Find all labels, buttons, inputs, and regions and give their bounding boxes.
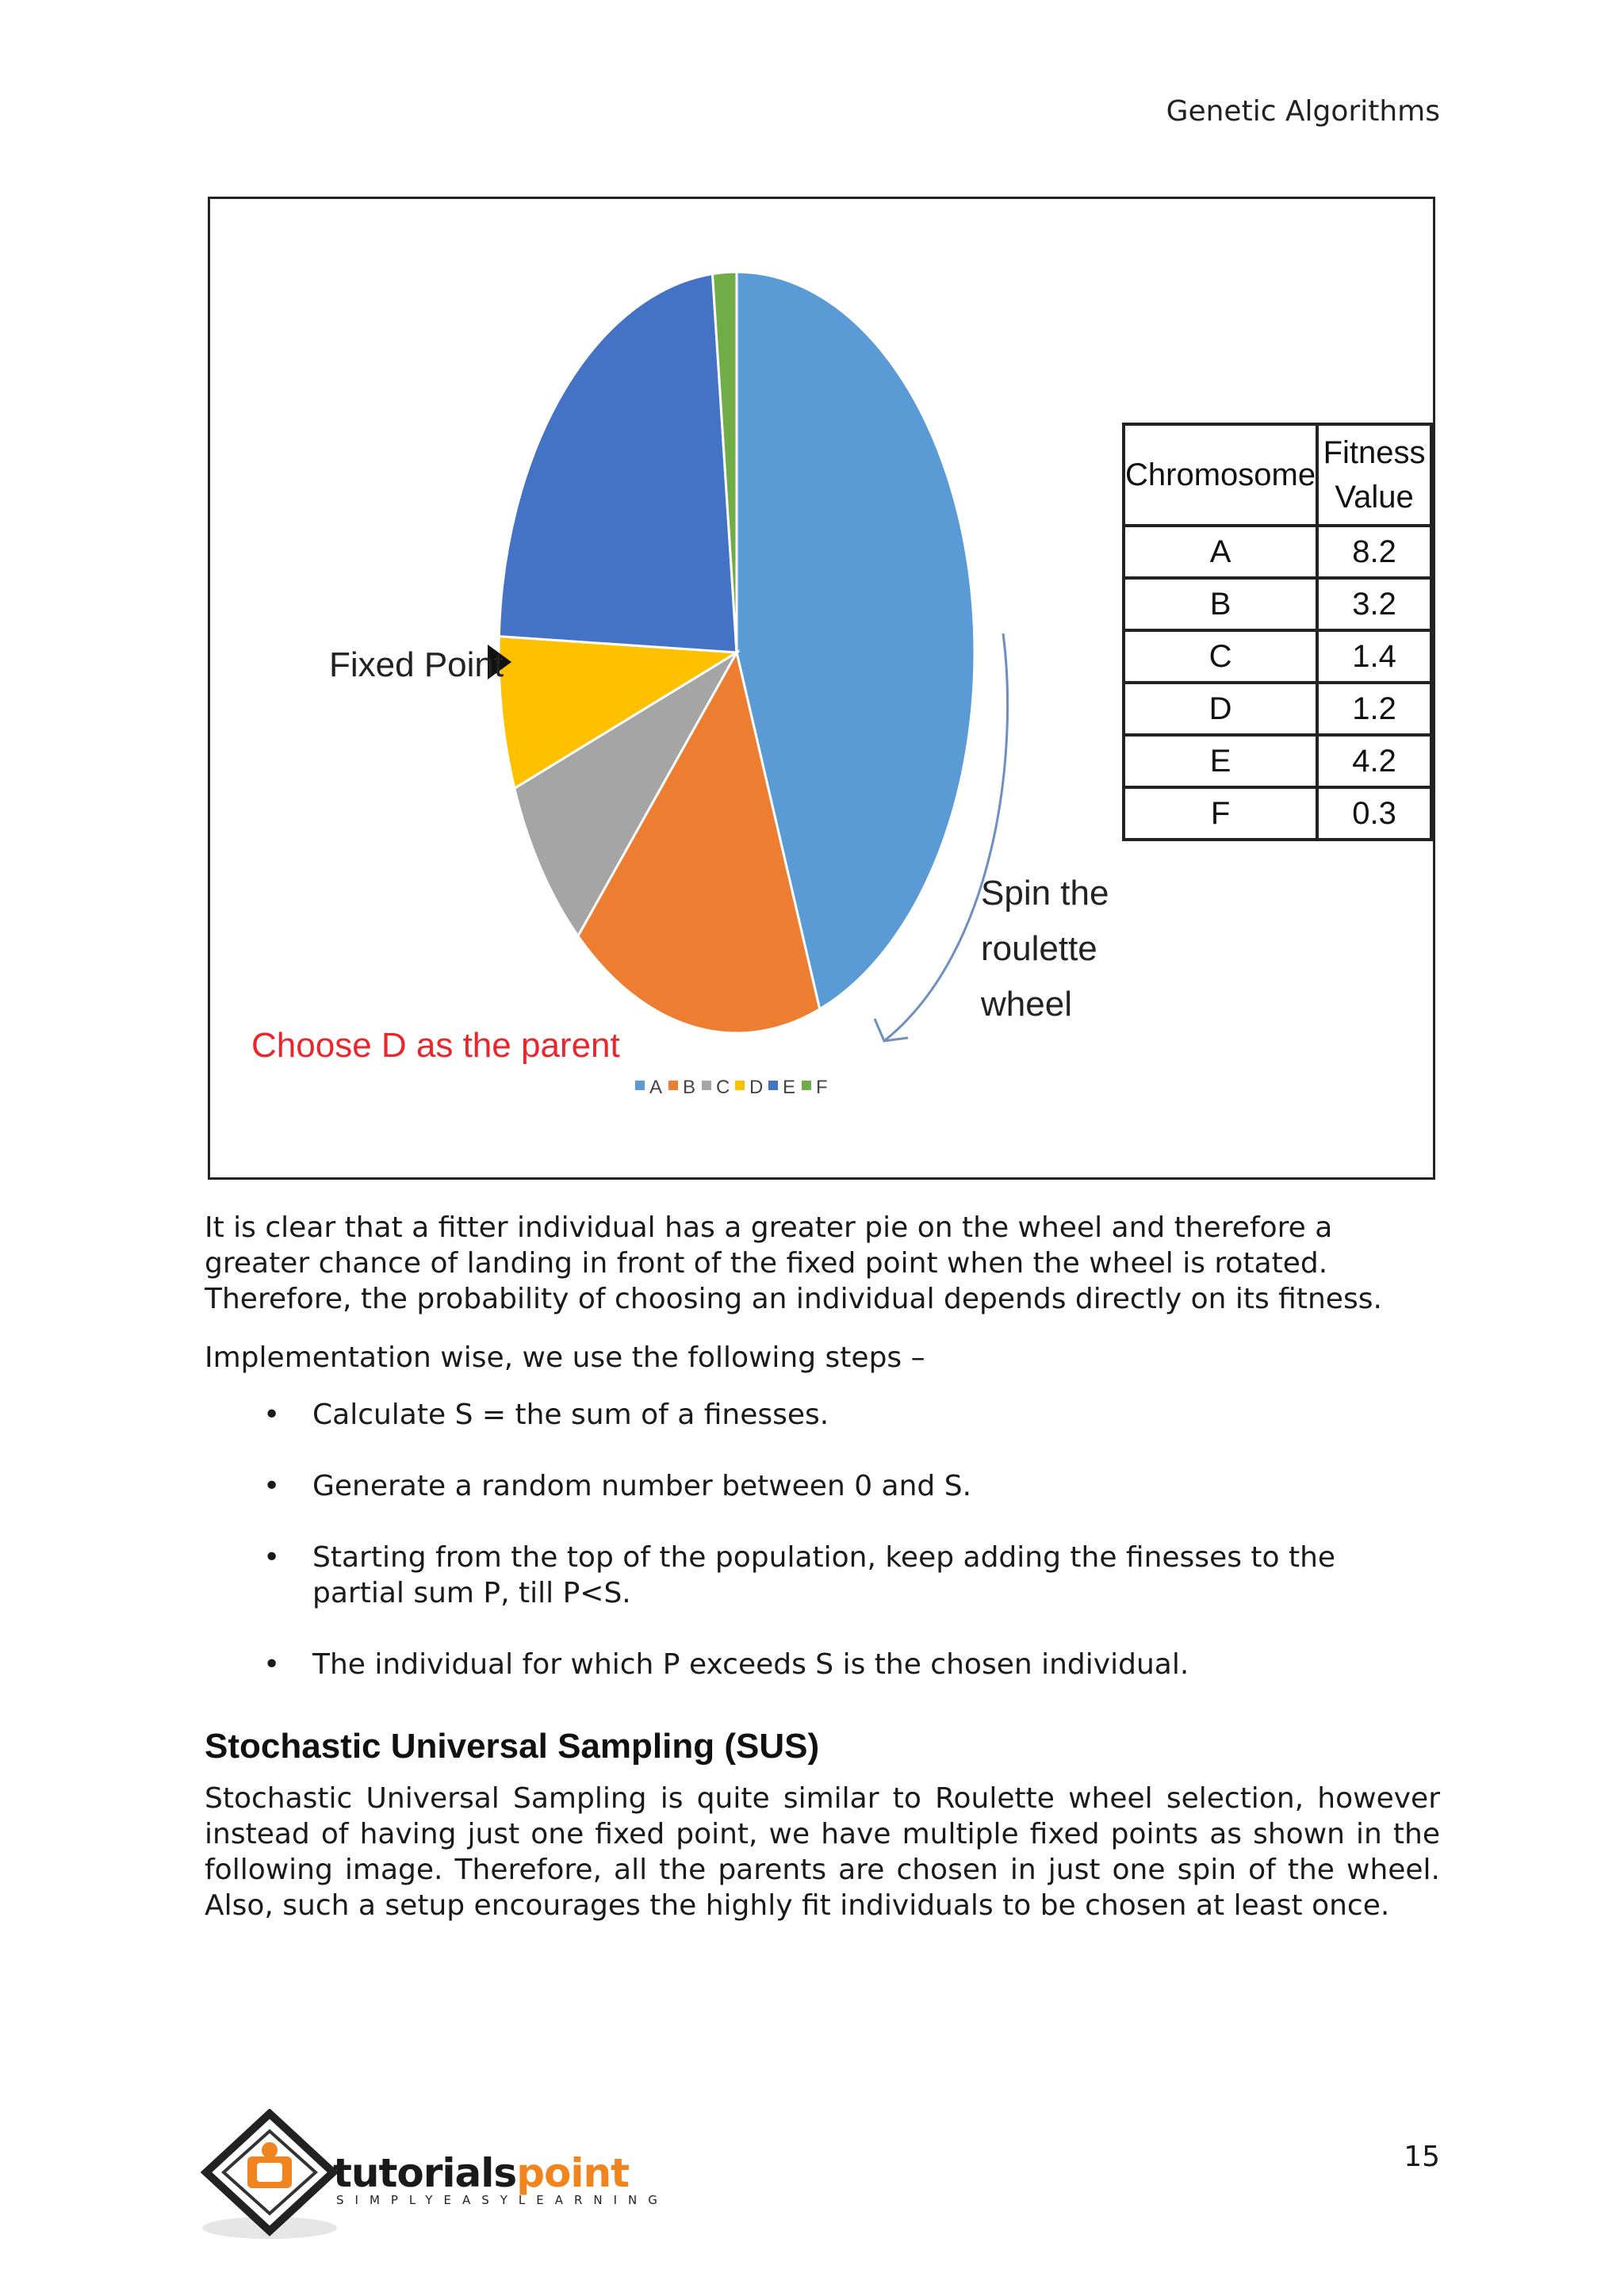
pie-legend [635, 1077, 828, 1098]
table-cell: D [1124, 683, 1317, 735]
table-row [1124, 735, 1431, 787]
bullet-icon: • [263, 1541, 281, 1574]
table-row [1124, 683, 1431, 735]
logo-wordmark [333, 2150, 629, 2196]
legend-swatch-a [635, 1081, 645, 1090]
paragraph-implementation: Implementation wise, we use the following steps – [205, 1341, 925, 1374]
legend-label-c: C [716, 1077, 730, 1098]
spin-label-line-1: Spin the [981, 874, 1109, 913]
table-cell: E [1124, 735, 1317, 787]
legend-label-e: E [783, 1077, 796, 1098]
legend-swatch-e [768, 1081, 778, 1090]
choose-parent-label: Choose D as the parent [251, 1026, 620, 1065]
list-item-text: The individual for which P exceeds S is the chosen individual. [312, 1648, 1189, 1681]
table-cell: 0.3 [1317, 787, 1431, 840]
list-item-text: Starting from the top of the population, keep adding the finesses to the partial sum P, till P<S. [312, 1541, 1336, 1609]
table-cell: B [1124, 578, 1317, 630]
list-item-text: Calculate S = the sum of a finesses. [312, 1399, 829, 1431]
table-cell: C [1124, 630, 1317, 683]
logo-word-tutorials: tutorials [333, 2150, 517, 2196]
bullet-icon: • [263, 1470, 281, 1502]
paragraph-sus: Stochastic Universal Sampling is quite similar to Roulette wheel selection, however instead of having just one fixed point, we have multiple fixed points as shown in the following image. Therefore, all the parents are chosen in just one spin of the wheel. Also, such a setup encourages the highly fit individuals to be chosen at least once. [205, 1782, 1440, 1922]
table-cell: 4.2 [1317, 735, 1431, 787]
section-heading: Stochastic Universal Sampling (SUS) [205, 1727, 820, 1766]
list-item-text: Generate a random number between 0 and S. [312, 1470, 972, 1502]
legend-swatch-b [668, 1081, 678, 1090]
bullet-icon: • [263, 1399, 281, 1431]
pie-slice-e [499, 274, 737, 652]
logo-word-point: point [516, 2150, 629, 2196]
fixed-point-label: Fixed Point [329, 645, 504, 684]
table-cell: A [1124, 526, 1317, 578]
legend-swatch-c [702, 1081, 711, 1090]
legend-label-a: A [649, 1077, 663, 1098]
table-row [1124, 787, 1431, 840]
table-cell: 1.2 [1317, 683, 1431, 735]
spin-label-line-2: roulette [981, 929, 1097, 968]
table-row [1124, 578, 1431, 630]
table-cell: F [1124, 787, 1317, 840]
table-cell: 3.2 [1317, 578, 1431, 630]
table-header-chromosome: Chromosome [1124, 424, 1317, 526]
legend-label-f: F [816, 1077, 828, 1098]
page-number: 15 [1404, 2141, 1440, 2173]
legend-label-d: D [749, 1077, 764, 1098]
tutorialspoint-logo-icon [198, 2109, 341, 2244]
logo-tagline: SIMPLYEASYLEARNING [336, 2193, 668, 2207]
legend-swatch-f [802, 1081, 811, 1090]
table-row [1124, 526, 1431, 578]
table-cell: 8.2 [1317, 526, 1431, 578]
table-row [1124, 630, 1431, 683]
spin-label-line-3: wheel [981, 985, 1072, 1024]
fitness-table [1122, 423, 1433, 841]
spin-arrow-head [875, 1019, 908, 1041]
legend-label-b: B [683, 1077, 696, 1098]
paragraph-fitness: It is clear that a fitter individual has a greater pie on the wheel and therefore a greater chance of landing in front of the fixed point when the wheel is rotated. Therefore, the probability of choosing an individual depends directly on its fitness. [205, 1211, 1382, 1315]
running-header: Genetic Algorithms [1166, 95, 1440, 128]
table-header-fitness: Fitness Value [1317, 424, 1431, 526]
legend-swatch-d [735, 1081, 745, 1090]
table-cell: 1.4 [1317, 630, 1431, 683]
roulette-figure [208, 197, 1435, 1180]
bullet-icon: • [263, 1648, 281, 1681]
